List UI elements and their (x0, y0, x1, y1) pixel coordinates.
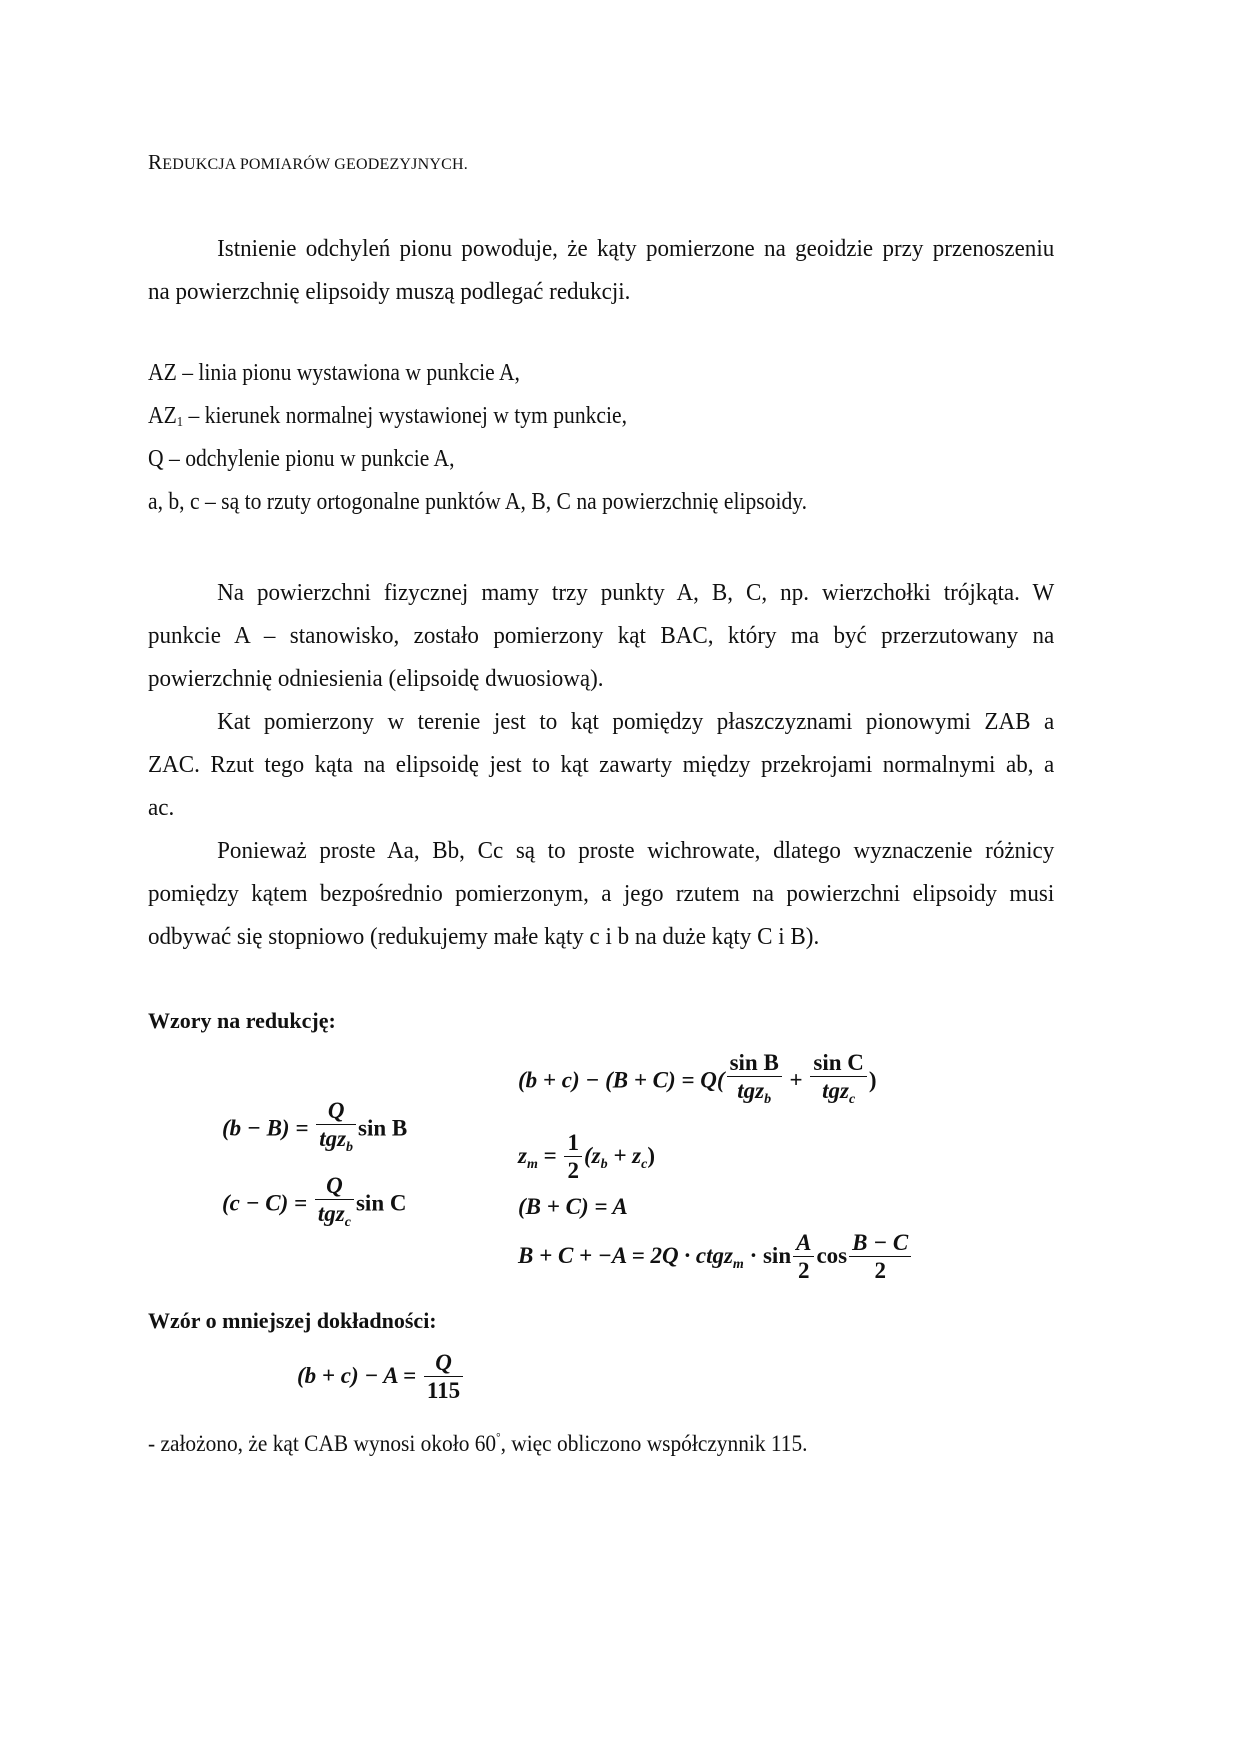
note-coefficient: - założono, że kąt CAB wynosi około 60°, więc obliczono współczynnik 115. (148, 1430, 808, 1456)
paragraph-3-line-1: Ponieważ proste Aa, Bb, Cc są to proste wichrowate, dlatego wyznaczenie różnicy (217, 838, 1055, 864)
formula-sum-difference: (b + c) − (B + C) = Q( $\frac{\text{sin B}}{tgz_b}$ + $\frac{\text{sin C}}{tgz_c}$ ) (518, 1050, 877, 1107)
paragraph-3 (148, 830, 1054, 959)
formula-main-reduction: B + C + −A = 2Q · ctgz$_m$ · sin $\frac{A}{2}$ cos $\frac{B - C}{2}$ (518, 1230, 913, 1285)
document-title (148, 150, 468, 175)
formula-approx: (b + c) − A = $\frac{Q}{115}$ (297, 1350, 465, 1405)
formula-B-plus-C: (B + C) = A (518, 1194, 628, 1219)
title-first-letter: R (148, 150, 163, 174)
paragraph-2 (148, 701, 1054, 830)
paragraph-2-line-3: ac. (148, 795, 175, 821)
intro-paragraph (148, 228, 1054, 314)
formulas-heading: Wzory na redukcję: (148, 1008, 336, 1033)
definition-abc: a, b, c – są to rzuty ortogonalne punktów A, B, C na powierzchnię elipsoidy. (148, 489, 808, 515)
definition-az: AZ – linia pionu wystawiona w punkcie A, (148, 360, 520, 386)
paragraph-2-line-2: ZAC. Rzut tego kąta na elipsoidę jest to kąt zawarty między przekrojami normalnymi ab, a (148, 752, 1055, 778)
paragraph-1-line-2: punkcie A – stanowisko, zostało pomierzony kąt BAC, który ma być przerzutowany na (148, 623, 1055, 649)
paragraph-1-line-1: Na powierzchni fizycznej mamy trzy punkty A, B, C, np. wierzchołki trójkąta. W (217, 580, 1055, 606)
definition-az1: $AZ_1$ – kierunek normalnej wystawionej w tym punkcie, (148, 403, 627, 430)
paragraph-3-line-3: odbywać się stopniowo (redukujemy małe kąty c i b na duże kąty C i B). (148, 924, 820, 950)
intro-line-1: Istnienie odchyleń pionu powoduje, że kąty pomierzone na geoidzie przy przenoszeniu (217, 236, 1055, 262)
paragraph-1 (148, 572, 1054, 701)
title-rest: EDUKCJA POMIARÓW GEODEZYJNYCH. (162, 156, 468, 173)
intro-line-2: na powierzchnię elipsoidy muszą podlegać redukcji. (148, 279, 631, 305)
formula-b-minus-B: (b − B) = $\frac{Q}{tgz_b}$ sin B (222, 1098, 408, 1155)
formula-zm: $z_m$ = $\frac{1}{2}$ $(z_b + z_c)$ (518, 1130, 656, 1183)
paragraph-2-line-1: Kat pomierzony w terenie jest to kąt pomiędzy płaszczyznami pionowymi ZAB a (217, 709, 1055, 735)
definition-q: Q – odchylenie pionu w punkcie A, (148, 446, 455, 472)
approx-heading: Wzór o mniejszej dokładności: (148, 1308, 437, 1333)
paragraph-3-line-2: pomiędzy kątem bezpośrednio pomierzonym, a jego rzutem na powierzchni elipsoidy musi (148, 881, 1055, 907)
formula-c-minus-C: (c − C) = $\frac{Q}{tgz_c}$ sin C (222, 1173, 407, 1230)
paragraph-1-line-3: powierzchnię odniesienia (elipsoidę dwuosiową). (148, 666, 604, 692)
